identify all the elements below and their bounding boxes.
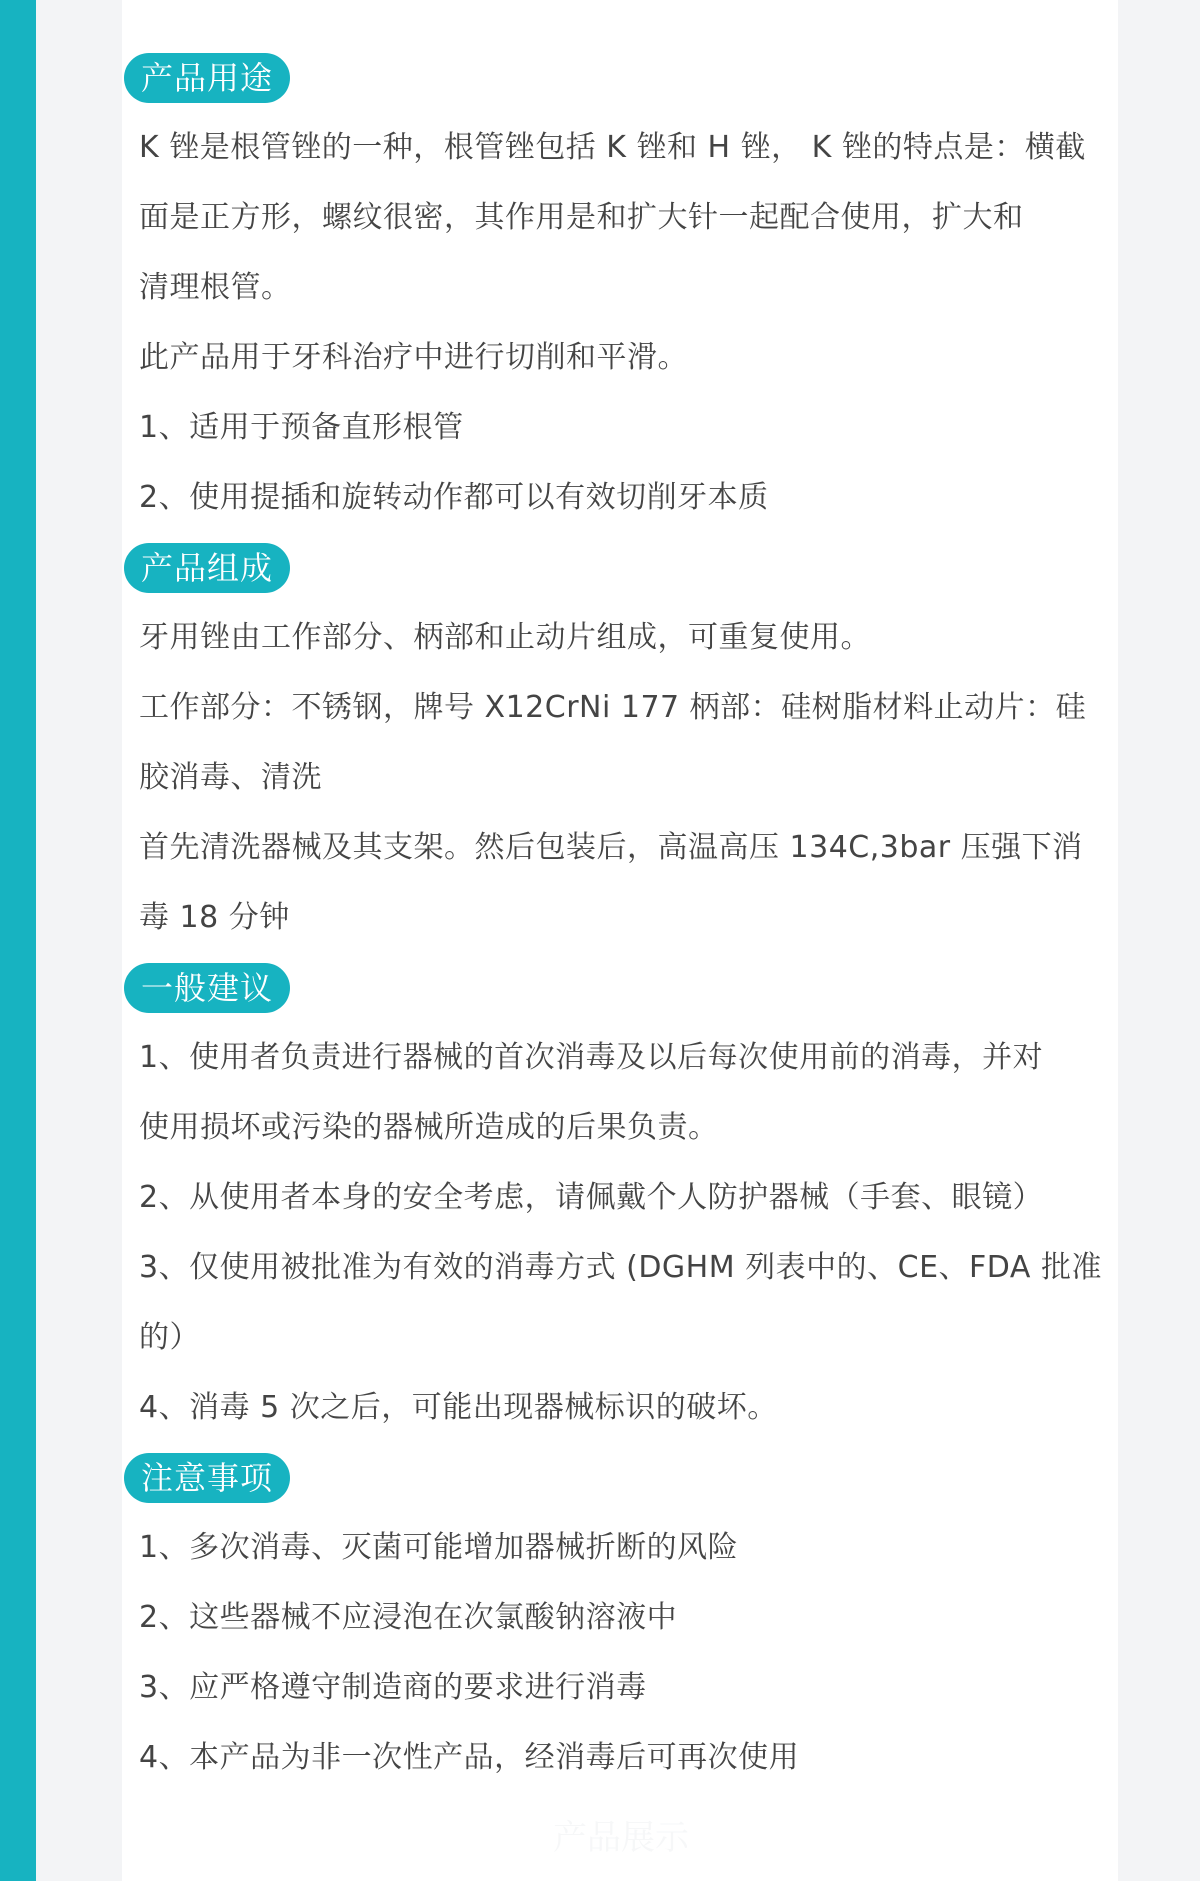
usage-line-1: K 锉是根管锉的一种，根管锉包括 K 锉和 H 锉， K 锉的特点是：横截 — [139, 130, 1086, 165]
advice-line-5: 的） — [139, 1320, 200, 1355]
right-margin-strip — [1118, 0, 1200, 1881]
section-title-composition: 产品组成 — [124, 543, 290, 593]
precaution-line-3: 3、应严格遵守制造商的要求进行消毒 — [139, 1670, 647, 1705]
composition-line-5: 毒 18 分钟 — [139, 900, 290, 935]
product-description-panel — [122, 0, 1118, 1881]
precaution-line-2: 2、这些器械不应浸泡在次氯酸钠溶液中 — [139, 1600, 678, 1635]
section-title-precautions: 注意事项 — [124, 1453, 290, 1503]
section-title-usage: 产品用途 — [124, 53, 290, 103]
usage-line-2: 面是正方形，螺纹很密，其作用是和扩大针一起配合使用，扩大和 — [139, 200, 1024, 235]
usage-line-5: 1、适用于预备直形根管 — [139, 410, 464, 445]
left-margin-strip — [36, 0, 122, 1881]
composition-line-2: 工作部分：不锈钢，牌号 X12CrNi 177 柄部：硅树脂材料止动片：硅 — [139, 690, 1087, 725]
advice-line-4: 3、仅使用被批准为有效的消毒方式 (DGHM 列表中的、CE、FDA 批准 — [139, 1250, 1102, 1285]
left-accent-bar — [0, 0, 36, 1881]
advice-line-3: 2、从使用者本身的安全考虑，请佩戴个人防护器械（手套、眼镜） — [139, 1180, 1044, 1215]
advice-line-2: 使用损坏或污染的器械所造成的后果负责。 — [139, 1110, 719, 1145]
composition-line-1: 牙用锉由工作部分、柄部和止动片组成，可重复使用。 — [139, 620, 871, 655]
section-title-general-advice: 一般建议 — [124, 963, 290, 1013]
composition-line-3: 胶消毒、清洗 — [139, 760, 322, 795]
advice-line-6: 4、消毒 5 次之后，可能出现器械标识的破坏。 — [139, 1390, 778, 1425]
usage-line-4: 此产品用于牙科治疗中进行切削和平滑。 — [139, 340, 688, 375]
usage-line-3: 清理根管。 — [139, 270, 292, 305]
composition-line-4: 首先清洗器械及其支架。然后包装后，高温高压 134C,3bar 压强下消 — [139, 830, 1083, 865]
usage-line-6: 2、使用提插和旋转动作都可以有效切削牙本质 — [139, 480, 769, 515]
next-section-ghost-title: 产品展示 — [553, 1818, 689, 1858]
advice-line-1: 1、使用者负责进行器械的首次消毒及以后每次使用前的消毒，并对 — [139, 1040, 1044, 1075]
precaution-line-1: 1、多次消毒、灭菌可能增加器械折断的风险 — [139, 1530, 739, 1565]
precaution-line-4: 4、本产品为非一次性产品，经消毒后可再次使用 — [139, 1740, 800, 1775]
